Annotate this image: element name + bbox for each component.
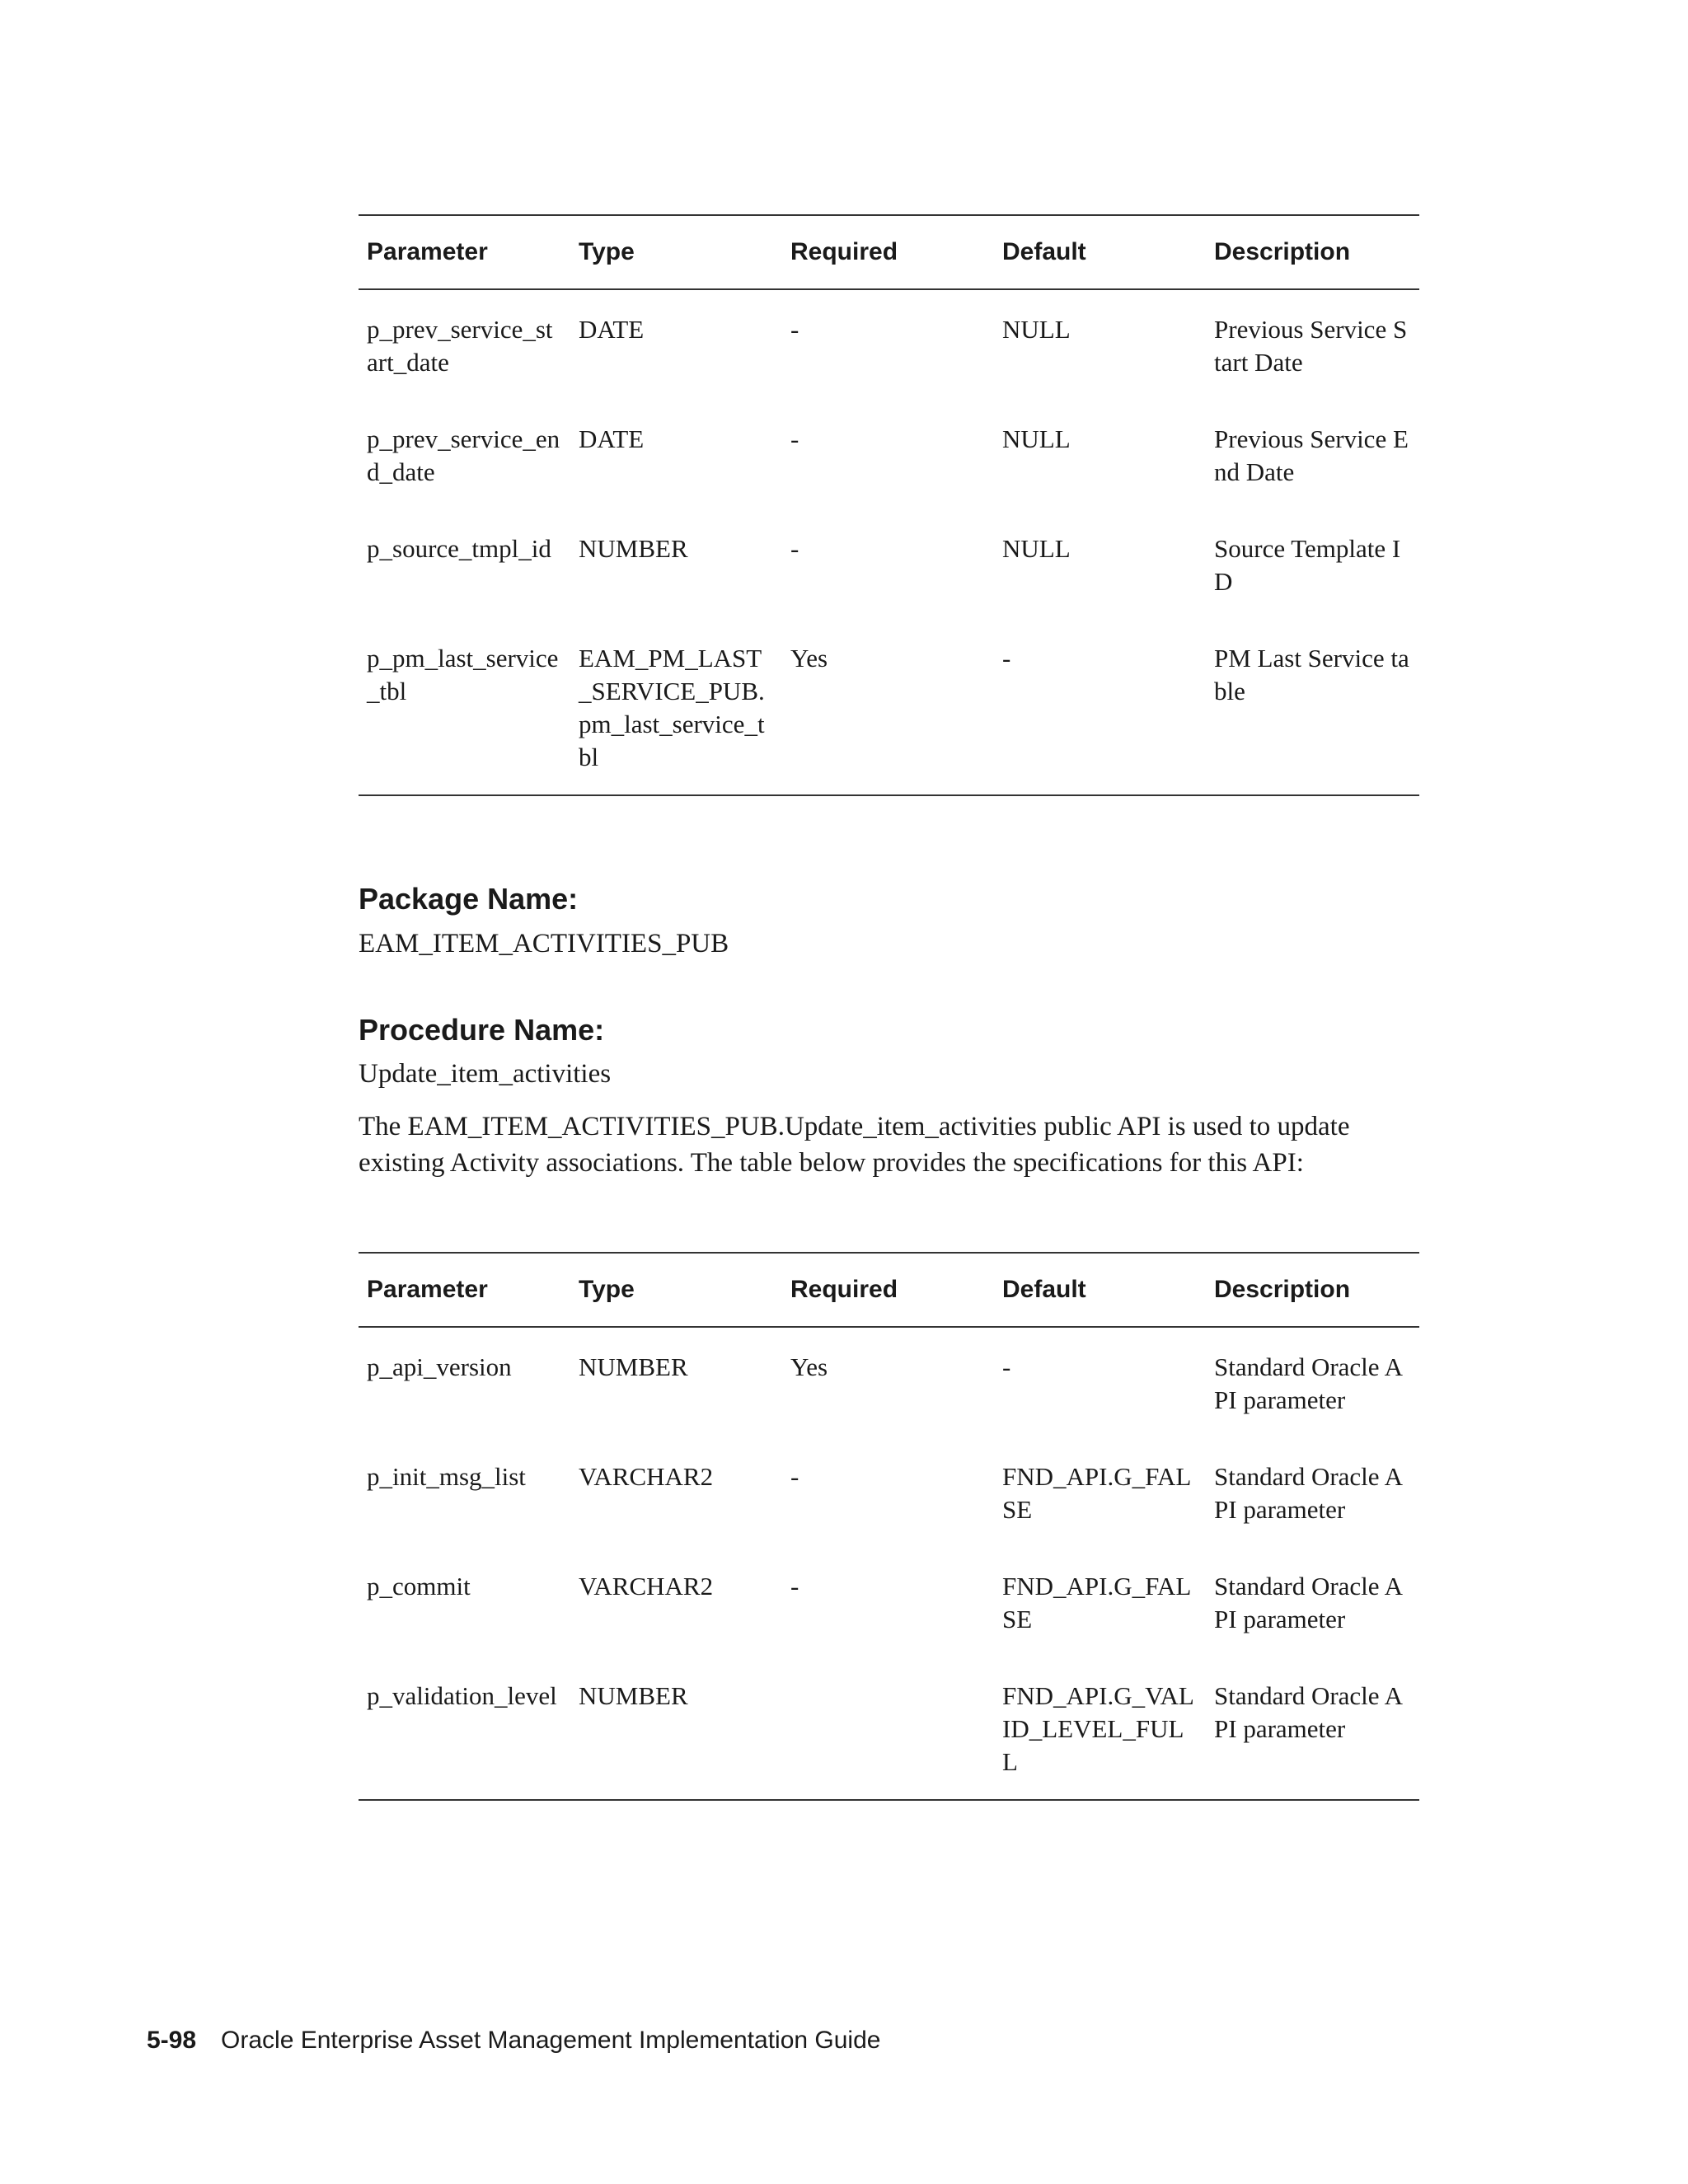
column-header-description: Description — [1206, 1253, 1419, 1327]
cell-type: VARCHAR2 — [579, 1572, 714, 1601]
cell-type: DATE — [579, 315, 645, 344]
table-row — [359, 423, 1419, 532]
parameter-table-1 — [359, 214, 1419, 796]
package-name-heading: Package Name: — [359, 882, 579, 916]
cell-required: - — [790, 534, 799, 563]
cell-parameter: p_prev_service_start_date — [367, 315, 553, 377]
cell-default: - — [1002, 1352, 1011, 1381]
cell-description: Previous Service End Date — [1214, 424, 1409, 486]
cell-default: NULL — [1002, 315, 1071, 344]
cell-description: PM Last Service table — [1206, 642, 1419, 795]
cell-required: - — [790, 424, 799, 453]
page-footer — [147, 2024, 880, 2057]
cell-default: FND_API.G_FALSE — [1002, 1462, 1192, 1524]
cell-required: Yes — [782, 642, 994, 795]
cell-type: VARCHAR2 — [579, 1462, 714, 1491]
cell-default: NULL — [1002, 534, 1071, 563]
column-header-required: Required — [782, 215, 994, 289]
column-header-description: Description — [1206, 215, 1419, 289]
table-header-row — [359, 1253, 1419, 1327]
cell-default: NULL — [1002, 424, 1071, 453]
column-header-required: Required — [782, 1253, 994, 1327]
table-row — [359, 1327, 1419, 1460]
cell-type: NUMBER — [570, 1680, 782, 1800]
column-header-default: Default — [994, 215, 1206, 289]
column-header-parameter: Parameter — [359, 1253, 570, 1327]
cell-required — [782, 1680, 994, 1800]
cell-description: Standard Oracle API parameter — [1214, 1572, 1403, 1633]
procedure-name-value: Update_item_activities — [359, 1059, 612, 1089]
cell-default: - — [994, 642, 1206, 795]
parameter-table-2 — [359, 1252, 1419, 1801]
cell-required: Yes — [790, 1352, 828, 1381]
cell-type: NUMBER — [579, 534, 688, 563]
cell-description: Previous Service Start Date — [1214, 315, 1408, 377]
column-header-default: Default — [994, 1253, 1206, 1327]
table-row — [359, 1460, 1419, 1570]
table-row — [359, 1570, 1419, 1680]
cell-parameter: p_init_msg_list — [367, 1462, 526, 1491]
cell-description: Standard Oracle API parameter — [1206, 1680, 1419, 1800]
book-title: Oracle Enterprise Asset Management Implementation Guide — [221, 2027, 881, 2054]
procedure-name-heading: Procedure Name: — [359, 1013, 605, 1047]
table-row — [359, 1680, 1419, 1800]
cell-required: - — [790, 315, 799, 344]
column-header-type: Type — [570, 1253, 782, 1327]
cell-default: FND_API.G_VALID_LEVEL_FULL — [994, 1680, 1206, 1800]
column-header-parameter: Parameter — [359, 215, 570, 289]
cell-type: NUMBER — [579, 1352, 688, 1381]
cell-description: Standard Oracle API parameter — [1214, 1352, 1403, 1414]
column-header-type: Type — [570, 215, 782, 289]
cell-description: Standard Oracle API parameter — [1214, 1462, 1403, 1524]
procedure-description: The EAM_ITEM_ACTIVITIES_PUB.Update_item_activities public API is used to update existing Activity associations. The table below provides the specifications for this API: — [359, 1112, 1350, 1178]
page-number: 5-98 — [147, 2027, 197, 2054]
table-row — [359, 532, 1419, 642]
table-row — [359, 642, 1419, 795]
table-row — [359, 289, 1419, 423]
cell-parameter: p_validation_level — [359, 1680, 570, 1800]
cell-parameter: p_commit — [367, 1572, 471, 1601]
cell-type: EAM_PM_LAST_SERVICE_PUB.pm_last_service_tbl — [570, 642, 782, 795]
cell-required: - — [790, 1572, 799, 1601]
table-header-row — [359, 215, 1419, 289]
cell-description: Source Template ID — [1214, 534, 1401, 596]
cell-type: DATE — [579, 424, 645, 453]
cell-parameter: p_prev_service_end_date — [367, 424, 560, 486]
cell-parameter: p_api_version — [367, 1352, 512, 1381]
cell-default: FND_API.G_FALSE — [1002, 1572, 1192, 1633]
cell-parameter: p_pm_last_service_tbl — [359, 642, 570, 795]
cell-parameter: p_source_tmpl_id — [367, 534, 551, 563]
cell-required: - — [790, 1462, 799, 1491]
package-name-value: EAM_ITEM_ACTIVITIES_PUB — [359, 929, 729, 958]
